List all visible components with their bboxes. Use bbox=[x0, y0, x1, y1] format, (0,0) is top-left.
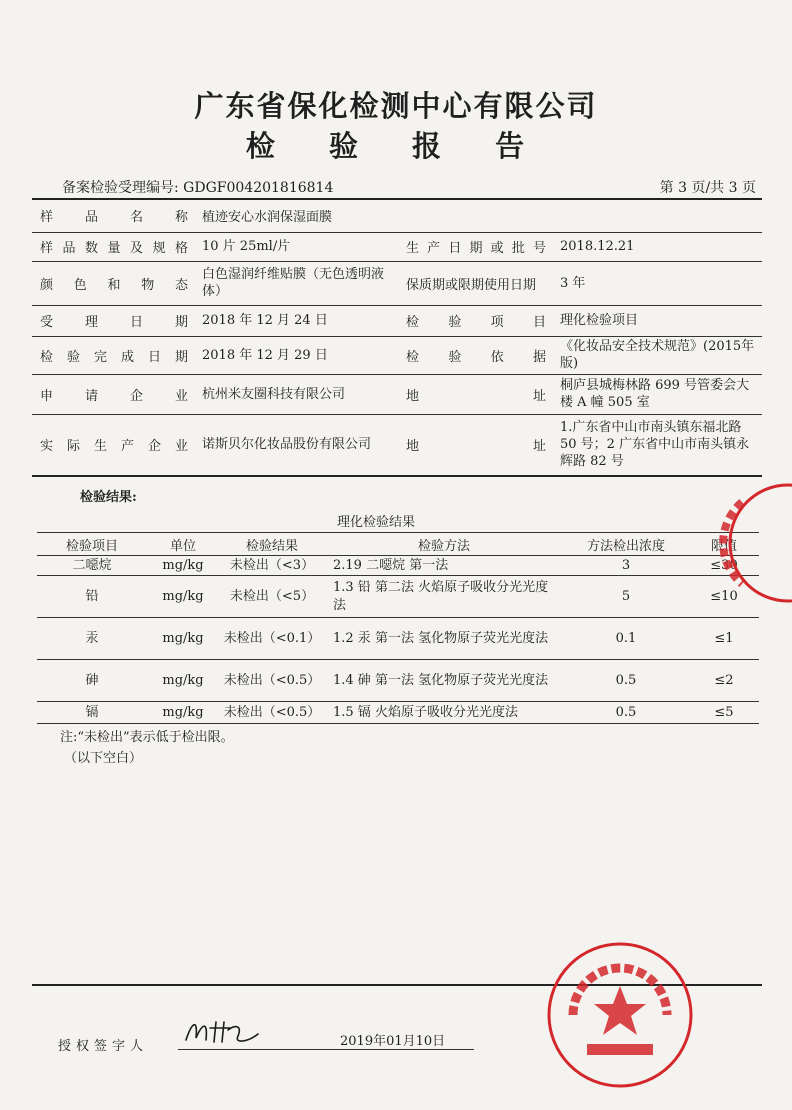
info-row bbox=[32, 232, 762, 261]
method: 2.19 二噁烷 第一法 bbox=[325, 556, 563, 576]
shelf-life: 3 年 bbox=[560, 275, 586, 291]
official-seal bbox=[545, 940, 695, 1090]
test-basis: 《化妆品安全技术规范》(2015年版) bbox=[560, 339, 755, 371]
received-date: 2018 年 12 月 24 日 bbox=[202, 313, 328, 328]
results-header-row bbox=[37, 533, 759, 556]
completion-date: 2018 年 12 月 29 日 bbox=[202, 347, 328, 363]
sample-name: 植迹安心水润保湿面膜 bbox=[202, 209, 333, 225]
method: 1.4 砷 第一法 氢化物原子荧光光度法 bbox=[325, 660, 563, 702]
shelf-life-label: 保质期或限期使用日期 bbox=[406, 277, 537, 293]
applicant: 杭州米友圈科技有限公司 bbox=[202, 386, 346, 402]
manufacturer-address-label: 地 址 bbox=[406, 439, 546, 455]
method: 1.3 铅 第二法 火焰原子吸收分光光度法 bbox=[325, 576, 563, 618]
unit: mg/kg bbox=[147, 556, 219, 576]
test-item: 铅 bbox=[37, 576, 147, 618]
limit-value: ≤5 bbox=[689, 702, 759, 724]
info-row bbox=[32, 414, 762, 476]
result: 未检出（<0.5） bbox=[219, 660, 325, 702]
results-subtitle: 理化检验结果 bbox=[336, 515, 415, 530]
table-row bbox=[37, 556, 759, 576]
color-label: 颜 色 和 物 态 bbox=[40, 277, 188, 293]
limit-value: ≤30 bbox=[689, 556, 759, 576]
table-row bbox=[37, 576, 759, 618]
unit: mg/kg bbox=[147, 660, 219, 702]
received-date-label: 受 理 日 期 bbox=[40, 315, 188, 330]
info-row bbox=[32, 374, 762, 414]
results-heading: 检验结果: bbox=[80, 490, 137, 505]
detection-limit: 0.1 bbox=[563, 618, 689, 660]
applicant-label: 申 请 企 业 bbox=[40, 388, 188, 404]
info-row bbox=[32, 336, 762, 374]
test-item: 砷 bbox=[37, 660, 147, 702]
manufacturer-label: 实 际 生 产 企 业 bbox=[40, 439, 188, 455]
note-blank-below: （以下空白） bbox=[64, 751, 143, 766]
page-info: 第 3 页/共 3 页 bbox=[659, 180, 756, 196]
color-state: 白色湿润纤维贴膜（无色透明液体） bbox=[202, 267, 385, 299]
note-not-detected: 注:“未检出”表示低于检出限。 bbox=[60, 730, 234, 745]
result: 未检出（<5） bbox=[219, 576, 325, 618]
info-row bbox=[32, 261, 762, 305]
test-item: 汞 bbox=[37, 618, 147, 660]
authorized-signatory-label: 授权签字人 bbox=[58, 1039, 149, 1054]
manufacturer: 诺斯贝尔化妆品股份有限公司 bbox=[202, 437, 372, 453]
sample-info-table bbox=[32, 199, 762, 477]
table-row bbox=[37, 702, 759, 724]
record-number: GDGF004201816814 bbox=[183, 180, 334, 196]
manufacturer-address: 1.广东省中山市南头镇东福北路 50 号；2 广东省中山市南头镇永辉路 82 号 bbox=[560, 420, 750, 470]
record-number-label: 备案检验受理编号: bbox=[62, 180, 179, 196]
organization-name: 广东省保化检测中心有限公司 bbox=[194, 89, 598, 123]
column-header: 单位 bbox=[147, 533, 219, 556]
method: 1.2 汞 第一法 氢化物原子荧光光度法 bbox=[325, 618, 563, 660]
limit-value: ≤1 bbox=[689, 618, 759, 660]
test-basis-label: 检 验 依 据 bbox=[406, 349, 546, 365]
applicant-address-label: 地 址 bbox=[406, 388, 546, 404]
result: 未检出（<0.1） bbox=[219, 618, 325, 660]
column-header: 检验结果 bbox=[219, 533, 325, 556]
column-header: 检验方法 bbox=[325, 533, 563, 556]
unit: mg/kg bbox=[147, 576, 219, 618]
record-number-line bbox=[62, 177, 333, 197]
table-row bbox=[37, 618, 759, 660]
production-date-label: 生产日期或批号 bbox=[406, 241, 546, 256]
applicant-address: 桐庐县城梅林路 699 号管委会大楼 A 幢 505 室 bbox=[560, 378, 750, 410]
quantity-label: 样品数量及规格 bbox=[40, 241, 188, 256]
completion-date-label: 检验完成日期 bbox=[40, 349, 188, 365]
test-items: 理化检验项目 bbox=[560, 313, 639, 328]
test-item: 镉 bbox=[37, 702, 147, 724]
partial-edge-seal bbox=[700, 478, 792, 608]
unit: mg/kg bbox=[147, 618, 219, 660]
detection-limit: 0.5 bbox=[563, 660, 689, 702]
results-table bbox=[37, 532, 759, 724]
report-title: 检 验 报 告 bbox=[245, 129, 547, 163]
column-header: 方法检出浓度 bbox=[563, 533, 689, 556]
signature bbox=[182, 1014, 262, 1048]
table-row bbox=[37, 660, 759, 702]
signature-underline bbox=[178, 1049, 474, 1050]
column-header: 限值 bbox=[689, 533, 759, 556]
signature-date: 2019年01月10日 bbox=[340, 1034, 446, 1049]
detection-limit: 0.5 bbox=[563, 702, 689, 724]
detection-limit: 5 bbox=[563, 576, 689, 618]
detection-limit: 3 bbox=[563, 556, 689, 576]
column-header: 检验项目 bbox=[37, 533, 147, 556]
result: 未检出（<0.5） bbox=[219, 702, 325, 724]
quantity: 10 片 25ml/片 bbox=[202, 239, 291, 254]
limit-value: ≤2 bbox=[689, 660, 759, 702]
info-row bbox=[32, 305, 762, 336]
method: 1.5 镉 火焰原子吸收分光光度法 bbox=[325, 702, 563, 724]
info-row bbox=[32, 199, 762, 232]
limit-value: ≤10 bbox=[689, 576, 759, 618]
result: 未检出（<3） bbox=[219, 556, 325, 576]
production-date: 2018.12.21 bbox=[560, 239, 635, 254]
test-item: 二噁烷 bbox=[37, 556, 147, 576]
sample-name-label: 样 品 名 称 bbox=[40, 209, 188, 225]
test-items-label: 检 验 项 目 bbox=[406, 315, 546, 330]
unit: mg/kg bbox=[147, 702, 219, 724]
